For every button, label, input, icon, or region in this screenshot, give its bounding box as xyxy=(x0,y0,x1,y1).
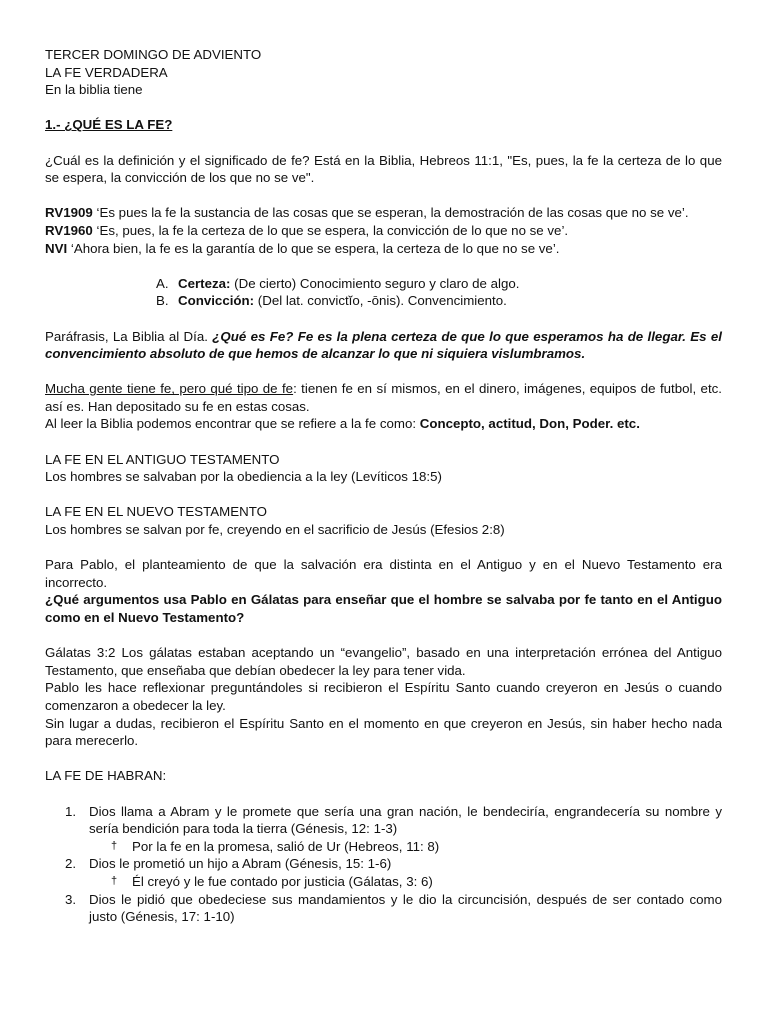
document-subtitle: LA FE VERDADERA xyxy=(45,64,168,80)
paraphrase-emphasis: ¿Qué es Fe? Fe es la plena certeza de que lo que esperamos ha de llegar. Es el convencimiento absoluto de que hemos de alcanzar lo que ni siquiera vislumbramos. xyxy=(45,328,722,362)
document-note: En la biblia tiene xyxy=(45,82,143,98)
version-text: ‘Es, pues, la fe la certeza de lo que se espera, la convicción de lo que no se ve’. xyxy=(92,222,569,238)
abraham-list xyxy=(65,803,722,926)
list-item-text: Dios le prometió un hijo a Abram (Génesis, 15: 1-6) xyxy=(89,856,392,872)
paraphrase-paragraph xyxy=(45,328,722,363)
version-label: RV1960 xyxy=(45,222,93,238)
faith-types-underlined: Mucha gente tiene fe, pero qué tipo de fe xyxy=(45,381,294,397)
definition-item xyxy=(156,292,722,310)
bible-bold: Concepto, actitud, Don, Poder. etc. xyxy=(419,416,640,432)
version-rv1909 xyxy=(45,204,722,222)
list-marker: B. xyxy=(156,293,169,309)
pablo-question: ¿Qué argumentos usa Pablo en Gálatas para enseñar que el hombre se salvaba por fe tanto en el Antiguo como en el Nuevo Testamento? xyxy=(45,592,722,625)
pablo-paragraph: Para Pablo, el planteamiento de que la salvación era distinta en el Antiguo y en el Nuevo Testamento era incorrecto. xyxy=(45,557,722,590)
sub-list-text: Él creyó y le fue contado por justicia (Gálatas, 3: 6) xyxy=(132,873,433,889)
version-text: ‘Ahora bien, la fe es la garantía de lo que se espera, la certeza de lo que no se ve’. xyxy=(67,240,560,256)
version-label: NVI xyxy=(45,240,68,256)
nt-title: LA FE EN EL NUEVO TESTAMENTO xyxy=(45,504,267,520)
sub-list-text: Por la fe en la promesa, salió de Ur (Hebreos, 11: 8) xyxy=(132,838,440,854)
version-nvi xyxy=(45,240,722,258)
intro-paragraph: ¿Cuál es la definición y el significado de fe? Está en la Biblia, Hebreos 11:1, "Es, pues, la fe la certeza de lo que se espera, la convicción de los que no se ve". xyxy=(45,152,722,186)
sub-list-item xyxy=(109,873,722,891)
bible-lead: Al leer la Biblia podemos encontrar que se refiere a la fe como: xyxy=(45,416,420,432)
list-item xyxy=(65,891,722,926)
list-marker: 2. xyxy=(65,856,77,872)
list-item xyxy=(65,803,722,838)
galatas-paragraph-1: Gálatas 3:2 Los gálatas estaban aceptando un “evangelio”, basado en una interpretación errónea del Antiguo Testamento, que enseñaba que debían obedecer la ley para tener vida. xyxy=(45,645,722,678)
list-item-text: Dios llama a Abram y le promete que sería una gran nación, le bendeciría, engrandecería su nombre y sería bendición para toda la tierra (Génesis, 12: 1-3) xyxy=(89,803,722,837)
version-label: RV1909 xyxy=(45,205,93,221)
version-rv1960 xyxy=(45,222,722,240)
definition-list xyxy=(156,275,722,310)
section-heading: 1.- ¿QUÉ ES LA FE? xyxy=(45,117,173,133)
ot-title: LA FE EN EL ANTIGUO TESTAMENTO xyxy=(45,451,280,467)
galatas-paragraph-2: Pablo les hace reflexionar preguntándoles si recibieron el Espíritu Santo cuando creyeron en Jesús o cuando comenzaron a obedecer la ley. xyxy=(45,680,722,713)
sub-list-item xyxy=(109,838,722,856)
faith-types-paragraph xyxy=(45,380,722,415)
list-item xyxy=(65,855,722,873)
abraham-title: LA FE DE HABRAN: xyxy=(45,768,167,784)
version-text: ‘Es pues la fe la sustancia de las cosas que se esperan, la demostración de las cosas que no se ve’. xyxy=(92,205,689,221)
definition-text: (Del lat. convictĭo, -ōnis). Convencimiento. xyxy=(254,293,507,309)
dagger-icon: † xyxy=(111,874,118,887)
list-marker: A. xyxy=(156,275,169,291)
definition-term: Certeza: xyxy=(178,275,231,291)
definition-text: (De cierto) Conocimiento seguro y claro de algo. xyxy=(230,275,520,291)
nt-text: Los hombres se salvan por fe, creyendo en el sacrificio de Jesús (Efesios 2:8) xyxy=(45,522,505,538)
definition-term: Convicción: xyxy=(178,293,255,309)
ot-text: Los hombres se salvaban por la obediencia a la ley (Levíticos 18:5) xyxy=(45,469,442,485)
list-item-text: Dios le pidió que obedeciese sus mandamientos y le dio la circuncisión, después de ser contado como justo (Génesis, 17: 1-10) xyxy=(89,891,722,925)
list-marker: 3. xyxy=(65,891,77,907)
faith-types-text: : tienen fe en sí mismos, en el dinero, imágenes, equipos de futbol, etc. así es. Han depositado su fe en estas cosas. xyxy=(45,381,722,414)
document-page xyxy=(45,46,722,926)
definition-item xyxy=(156,275,722,293)
bible-reference-paragraph xyxy=(45,415,722,433)
document-title: TERCER DOMINGO DE ADVIENTO xyxy=(45,47,262,62)
paraphrase-lead: Paráfrasis, La Biblia al Día. xyxy=(45,328,213,344)
galatas-paragraph-3: Sin lugar a dudas, recibieron el Espíritu Santo en el momento en que creyeron en Jesús, sin haber hecho nada para merecerlo. xyxy=(45,715,722,749)
dagger-icon: † xyxy=(111,839,118,852)
list-marker: 1. xyxy=(65,803,77,819)
